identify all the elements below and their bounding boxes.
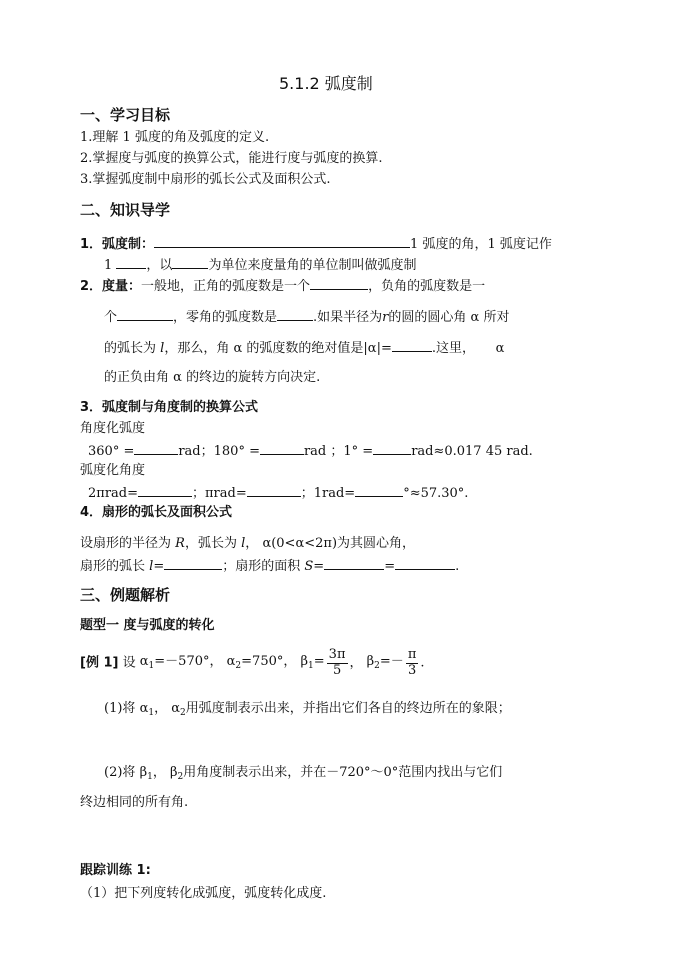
text: ；πrad=: [192, 486, 247, 501]
symbol: α: [139, 653, 149, 669]
text: 设: [122, 655, 136, 671]
subscript: 2: [180, 708, 186, 718]
subheading-rad-to-deg: 弧度化角度: [80, 463, 146, 478]
symbol: r: [382, 310, 389, 325]
text: 用弧度制表示出来，并指出它们各自的终边所在的象限；: [185, 701, 511, 716]
blank[interactable]: [134, 442, 178, 455]
example-1-part-2-cont: 终边相同的所有角.: [80, 795, 189, 810]
subscript: 1: [148, 660, 155, 671]
practice-item-1: （1）把下列度转化成弧度，弧度转化成度.: [80, 886, 327, 901]
symbol: l: [149, 559, 154, 574]
text: 的弧度数的绝对值是|: [246, 341, 368, 356]
knowledge-item-3: 3．弧度制与角度制的换算公式: [80, 400, 259, 415]
item-label: 2．度量：: [80, 279, 142, 294]
subscript: 1: [308, 660, 314, 671]
text: |=: [376, 341, 392, 356]
text: 1: [104, 258, 113, 273]
conversion-row-1: [88, 442, 533, 460]
text: 2πrad=: [88, 486, 138, 501]
blank[interactable]: [324, 557, 384, 570]
goal-item: 2.掌握度与弧度的换算公式，能进行度与弧度的换算.: [80, 151, 383, 166]
text: 扇形的弧长: [80, 559, 146, 574]
blank[interactable]: [260, 442, 304, 455]
symbol: l: [241, 536, 246, 551]
subscript: 2: [177, 772, 184, 782]
text: .: [420, 655, 425, 671]
practice-heading: 跟踪训练 1:: [80, 863, 151, 878]
text: ；1rad=: [300, 486, 356, 501]
text: ，零角的弧度数是: [173, 310, 278, 325]
symbol: β: [169, 765, 178, 780]
goal-item: 1.理解 1 弧度的角及弧度的定义.: [80, 130, 270, 145]
text: (2)将: [104, 765, 136, 780]
subscript: 2: [235, 660, 242, 671]
text: ，负角的弧度数是一: [368, 279, 486, 294]
text: .如果半径为: [313, 310, 383, 325]
symbol: α: [173, 370, 182, 385]
blank[interactable]: [116, 256, 146, 269]
text: ；扇形的面积: [222, 559, 301, 574]
subscript: 1: [148, 708, 155, 718]
symbol: α: [171, 701, 181, 716]
knowledge-item-2: [80, 277, 485, 295]
blank[interactable]: [117, 308, 173, 321]
symbol: α: [139, 701, 149, 716]
subscript: 2: [374, 660, 380, 671]
text: 的终边的旋转方向决定.: [186, 370, 321, 385]
symbol: β: [139, 765, 148, 780]
knowledge-item-4: 4．扇形的弧长及面积公式: [80, 505, 233, 520]
symbol: R: [175, 536, 185, 551]
beta-2: [367, 654, 404, 669]
example-1-statement: [80, 648, 425, 679]
knowledge-item-2-line2: [104, 308, 509, 326]
text: rad ；1° =: [303, 444, 374, 459]
knowledge-item-2-line3: [104, 339, 504, 357]
text: ，: [154, 701, 168, 716]
blank[interactable]: [164, 557, 222, 570]
text: =－570°，: [154, 653, 223, 669]
goal-item: 3.掌握弧度制中扇形的弧长公式及面积公式.: [80, 172, 331, 187]
example-1-part-2: [104, 765, 502, 783]
page-title: 5.1.2 弧度制: [279, 74, 373, 93]
numerator: 3π: [328, 647, 346, 662]
text: (1)将: [104, 701, 136, 716]
symbol: α: [495, 341, 505, 356]
question-type-heading: 题型一 度与弧度的转化: [80, 618, 215, 633]
sector-line-1: [80, 536, 415, 552]
blank[interactable]: [355, 484, 403, 497]
text: 为单位来度量角的单位制叫做弧度制: [208, 258, 417, 273]
blank[interactable]: [392, 339, 432, 352]
symbol: α: [226, 653, 236, 669]
sector-line-2: [80, 557, 459, 575]
example-1-part-1: [104, 701, 511, 719]
text: =: [153, 559, 165, 574]
blank[interactable]: [277, 308, 313, 321]
blank[interactable]: [172, 256, 208, 269]
knowledge-item-1: [80, 235, 552, 253]
text: 的正负由角: [104, 370, 170, 385]
text: =－: [379, 653, 404, 669]
text: .: [455, 559, 460, 574]
text: 所对: [483, 310, 510, 325]
text: 的圆的圆心角: [388, 310, 467, 325]
text: ，以: [146, 258, 173, 273]
knowledge-item-2-line4: [104, 370, 320, 386]
knowledge-item-1-cont: [104, 256, 416, 274]
text: 用角度制表示出来，并在－720°～0°范围内找出与它们: [183, 765, 503, 780]
symbol: α: [367, 341, 377, 356]
text: ，: [245, 536, 259, 551]
text: =750°，: [241, 653, 297, 669]
text: =: [313, 653, 325, 669]
text: ，: [349, 655, 363, 671]
section-heading-examples: 三、例题解析: [80, 586, 171, 604]
symbol: α: [262, 536, 272, 551]
blank[interactable]: [395, 557, 455, 570]
text: 1 弧度的角，1 弧度记作: [410, 237, 552, 252]
text: ，: [152, 765, 166, 780]
text: (0<: [271, 536, 296, 551]
blank[interactable]: [154, 235, 410, 248]
text: °≈57.30°.: [403, 486, 469, 501]
text: ，弧长为: [184, 536, 237, 551]
symbol: α: [295, 536, 305, 551]
text: 一般地，正角的弧度数是一个: [141, 279, 311, 294]
symbol: l: [160, 341, 165, 356]
subscript: 1: [147, 772, 153, 782]
text: 个: [104, 310, 118, 325]
conversion-row-2: [88, 484, 468, 502]
section-heading-knowledge: 二、知识导学: [80, 201, 171, 219]
alpha-1: [140, 654, 223, 669]
text: ，那么，角: [164, 341, 230, 356]
blank[interactable]: [138, 484, 192, 497]
blank[interactable]: [247, 484, 301, 497]
denominator: 3: [407, 662, 417, 678]
text: 设扇形的半径为: [80, 536, 172, 551]
text: =: [313, 559, 325, 574]
text: rad；180° =: [178, 444, 260, 459]
text: .这里，: [431, 341, 475, 356]
example-label: [例 1]: [80, 655, 119, 671]
symbol: α: [233, 341, 243, 356]
alpha-2: [227, 654, 297, 669]
subheading-deg-to-rad: 角度化弧度: [80, 421, 146, 436]
symbol: β: [366, 653, 375, 669]
text: 的弧长为: [104, 341, 157, 356]
symbol: S: [304, 559, 314, 574]
text: <2π)为其圆心角，: [304, 536, 416, 551]
text: =: [384, 559, 396, 574]
blank[interactable]: [373, 442, 411, 455]
symbol: β: [300, 653, 309, 669]
denominator: 5: [332, 662, 342, 678]
text: rad≈0.017 45 rad.: [411, 444, 533, 459]
item-label: 1．弧度制：: [80, 237, 155, 252]
numerator: π: [407, 647, 417, 662]
blank[interactable]: [310, 277, 368, 290]
fraction-3pi-over-5: [327, 648, 348, 679]
text: 360° =: [88, 444, 135, 459]
symbol: α: [470, 310, 480, 325]
fraction-pi-over-3: [406, 648, 419, 679]
section-heading-goals: 一、学习目标: [80, 106, 171, 124]
beta-1: [301, 654, 325, 669]
